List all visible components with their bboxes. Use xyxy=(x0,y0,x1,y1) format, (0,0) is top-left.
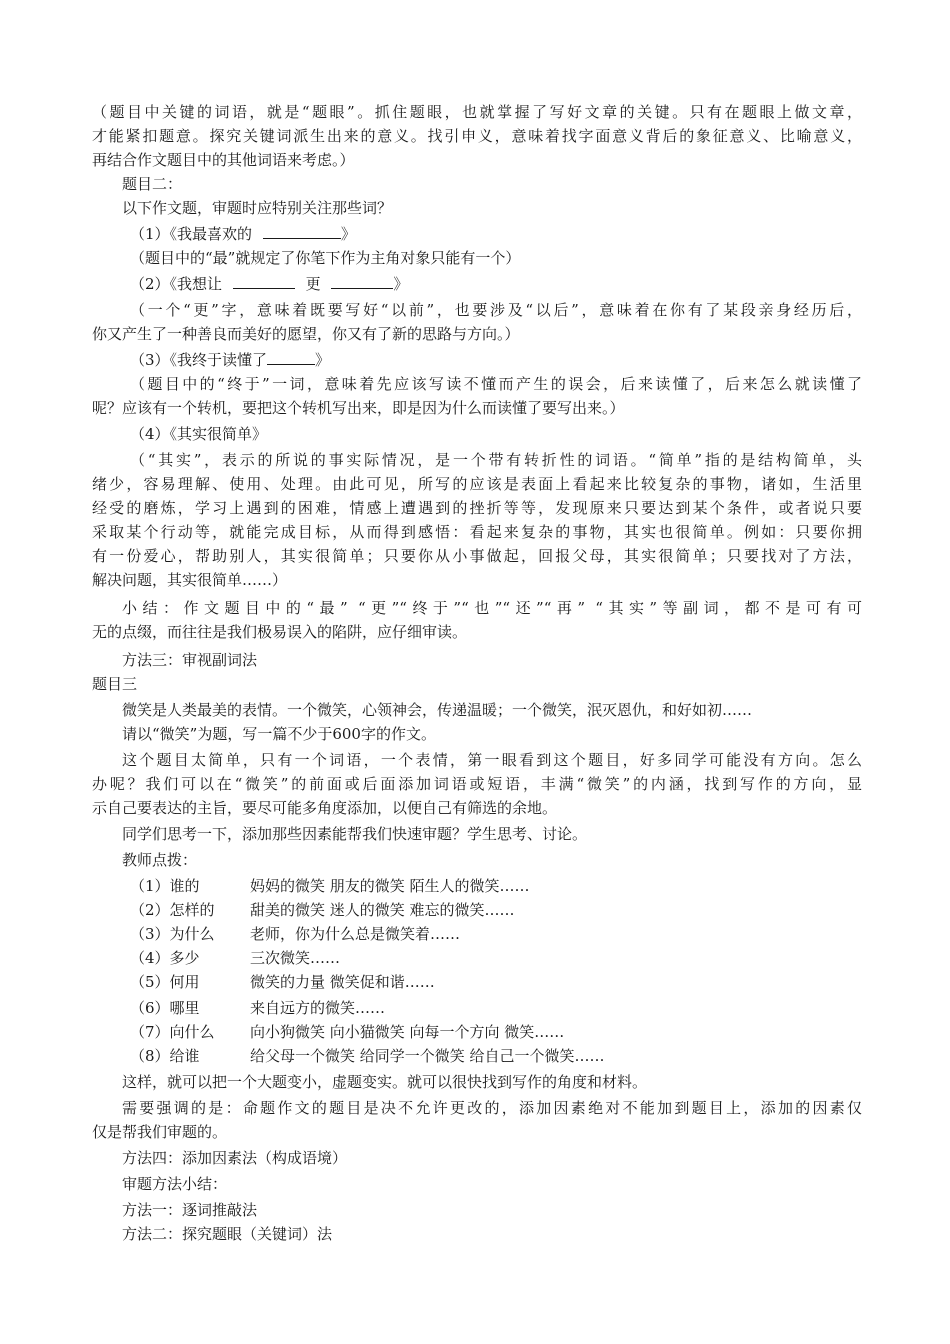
list-item xyxy=(130,970,900,994)
summary-line: 小结：作文题目中的“最” “更”“终于”“也”“还”“再” “其实”等副词，都不是可有可 xyxy=(122,599,862,617)
paragraph-line: 请以“微笑”为题，写一篇不少于600字的作文。 xyxy=(122,725,436,743)
list-item-text: 来自远方的微笑…… xyxy=(250,999,386,1017)
paragraph-line: （题目中的“终于”一词，意味着先应该写读不懂而产生的误会，后来读懂了，后来怎么就读懂了 xyxy=(130,375,862,393)
paragraph-line: 你又产生了一种善良而美好的愿望，你又有了新的思路与方向。） xyxy=(92,325,520,343)
list-item-text: 三次微笑…… xyxy=(250,949,341,967)
list-item-label: （1）谁的 xyxy=(130,877,200,895)
blank-line xyxy=(331,273,393,289)
paragraph-line: 需要强调的是：命题作文的题目是决不允许更改的，添加因素绝对不能加到题目上，添加的因素仅 xyxy=(122,1099,862,1117)
list-item xyxy=(130,1044,900,1068)
list-item-label: （5）何用 xyxy=(130,973,200,991)
paragraph-line: 这样，就可以把一个大题变小，虚题变实。就可以很快找到写作的角度和材料。 xyxy=(122,1073,648,1091)
summary-line: 无的点缀，而往往是我们极易误入的陷阱，应仔细审读。 xyxy=(92,623,468,641)
list-item xyxy=(130,874,900,898)
list-item xyxy=(130,1020,900,1044)
list-item-text: 给父母一个微笑 给同学一个微笑 给自己一个微笑…… xyxy=(250,1047,605,1065)
method-item: 方法一：逐词推敲法 xyxy=(122,1201,258,1219)
topic-item-close: 》 xyxy=(315,351,331,369)
topic-item-close: 》 xyxy=(340,225,356,243)
paragraph-line: 以下作文题，审题时应特别关注那些词？ xyxy=(122,199,393,217)
topic-item xyxy=(130,272,900,296)
paragraph-line: （一个“更”字，意味着既要写好“以前”，也要涉及“以后”，意味着在你有了某段亲身经历后， xyxy=(130,301,862,319)
list-item-text: 老师，你为什么总是微笑着…… xyxy=(250,925,461,943)
paragraph-line: 办呢？我们可以在“微笑”的前面或后面添加词语或短语，丰满“微笑”的内涵，找到写作的方向，显 xyxy=(92,775,862,793)
list-item xyxy=(130,922,900,946)
paragraph-line: 这个题目太简单，只有一个词语，一个表情，第一眼看到这个题目，好多同学可能没有方向。怎么 xyxy=(122,751,862,769)
topic-item-text: 更 xyxy=(305,275,321,293)
list-item-label: （2）怎样的 xyxy=(130,901,215,919)
blank-line xyxy=(267,349,315,365)
paragraph-line: 绪少，容易理解、使用、处理。由此可见，所写的应该是表面上看起来比较复杂的事物，诸如，生活里 xyxy=(92,475,862,493)
list-item-text: 向小狗微笑 向小猫微笑 向每一个方向 微笑…… xyxy=(250,1023,565,1041)
topic-item xyxy=(130,222,900,246)
topic-item-text: （1）《我最喜欢的 xyxy=(130,225,253,243)
paragraph-line: 呢？应该有一个转机，要把这个转机写出来，即是因为什么而读懂了要写出来。） xyxy=(92,399,625,417)
method-heading: 方法三：审视副词法 xyxy=(122,651,258,669)
section-heading: 题目二： xyxy=(122,175,183,193)
list-item-label: （7）向什么 xyxy=(130,1023,215,1041)
blank-line xyxy=(233,273,295,289)
list-item xyxy=(130,996,900,1020)
paragraph-line: 微笑是人类最美的表情。一个微笑，心领神会，传递温暖；一个微笑，泯灭恩仇，和好如初…… xyxy=(122,701,753,719)
paragraph-line: 再结合作文题目中的其他词语来考虑。） xyxy=(92,151,355,169)
topic-item-close: 》 xyxy=(393,275,409,293)
paragraph-line: 示自己要表达的主旨，要尽可能多角度添加，以便自己有筛选的余地。 xyxy=(92,799,558,817)
list-item-text: 甜美的微笑 迷人的微笑 难忘的微笑…… xyxy=(250,901,515,919)
list-item-label: （4）多少 xyxy=(130,949,200,967)
paragraph-line: 经受的磨炼，学习上遇到的困难，情感上遭遇到的挫折等等，发现原来只要达到某个条件，或者说只要 xyxy=(92,499,862,517)
list-item-label: （3）为什么 xyxy=(130,925,215,943)
list-item-label: （6）哪里 xyxy=(130,999,200,1017)
paragraph-line: 采取某个行动等，就能完成目标，从而得到感悟：看起来复杂的事物，其实也很简单。例如：只要你拥 xyxy=(92,523,862,541)
paragraph-line: （题目中的“最”就规定了你笔下作为主角对象只能有一个） xyxy=(130,249,521,267)
paragraph-line: 同学们思考一下，添加那些因素能帮我们快速审题？学生思考、讨论。 xyxy=(122,825,588,843)
list-item-text: 妈妈的微笑 朋友的微笑 陌生人的微笑…… xyxy=(250,877,530,895)
topic-item: （4）《其实很简单》 xyxy=(130,425,268,443)
method-heading: 方法四：添加因素法（构成语境） xyxy=(122,1149,348,1167)
list-item-text: 微笑的力量 微笑促和谐…… xyxy=(250,973,435,991)
list-item xyxy=(130,946,900,970)
topic-item-text: （3）《我终于读懂了 xyxy=(130,351,268,369)
paragraph-line: （“其实”，表示的所说的事实际情况，是一个带有转折性的词语。“简单”指的是结构简单，头 xyxy=(130,451,862,469)
paragraph-line: 仅是帮我们审题的。 xyxy=(92,1123,228,1141)
method-item: 方法二：探究题眼（关键词）法 xyxy=(122,1225,333,1243)
section-heading: 题目三 xyxy=(92,675,138,693)
blank-line xyxy=(263,223,341,239)
paragraph-line: 审题方法小结： xyxy=(122,1175,228,1193)
list-item xyxy=(130,898,900,922)
paragraph-line: 才能紧扣题意。探究关键词派生出来的意义。找引申义，意味着找字面意义背后的象征意义、比喻意义， xyxy=(92,127,862,145)
topic-item-text: （2）《我想让 xyxy=(130,275,223,293)
topic-item xyxy=(130,348,900,372)
paragraph-line: 解决问题，其实很简单……） xyxy=(92,571,288,589)
list-item-label: （8）给谁 xyxy=(130,1047,200,1065)
paragraph-line: （题目中关键的词语，就是“题眼”。抓住题眼，也就掌握了写好文章的关键。只有在题眼上做文章， xyxy=(92,103,862,121)
paragraph-line: 教师点拨： xyxy=(122,851,198,869)
paragraph-line: 有一份爱心，帮助别人，其实很简单；只要你从小事做起，回报父母，其实很简单；只要找对了方法， xyxy=(92,547,862,565)
